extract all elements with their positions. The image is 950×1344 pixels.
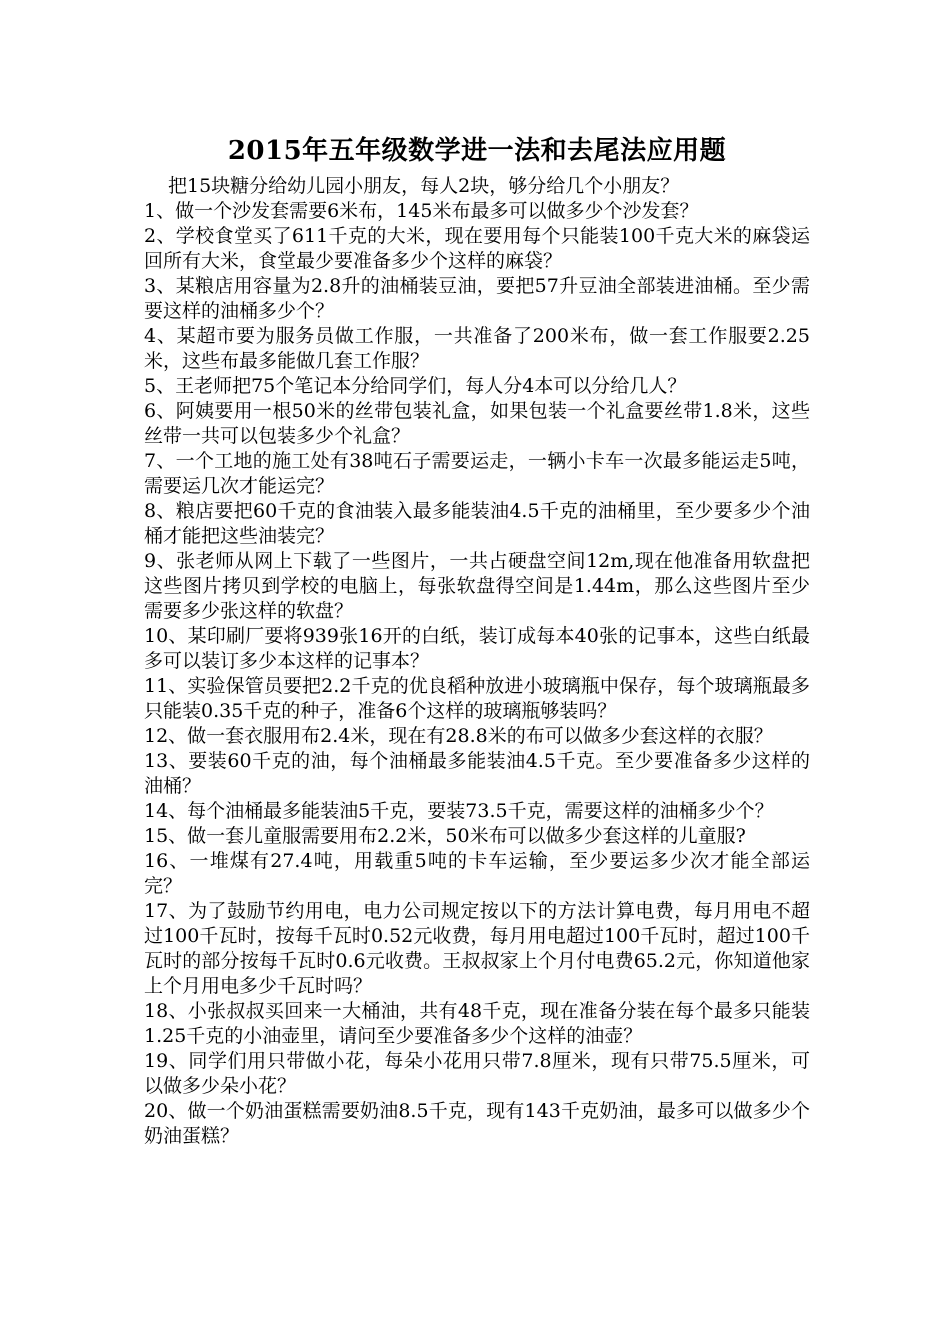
document-title: 2015年五年级数学进一法和去尾法应用题 xyxy=(227,136,727,166)
problem-item: 16、一堆煤有27.4吨，用载重5吨的卡车运输，至少要运多少次才能全部运完？ xyxy=(144,850,810,897)
problem-item: 6、阿姨要用一根50米的丝带包装礼盒，如果包装一个礼盒要丝带1.8米，这些丝带一共可以包装多少个礼盒？ xyxy=(144,400,810,447)
problem-item: 8、粮店要把60千克的食油装入最多能装油4.5千克的油桶里，至少要多少个油桶才能把这些油装完？ xyxy=(144,500,810,547)
problem-item: 2、学校食堂买了611千克的大米，现在要用每个只能装100千克大米的麻袋运回所有大米，食堂最少要准备多少个这样的麻袋？ xyxy=(144,225,810,272)
problem-item: 15、做一套儿童服需要用布2.2米，50米布可以做多少套这样的儿童服? xyxy=(144,825,746,847)
problem-item: 10、某印刷厂要将939张16开的白纸，装订成每本40张的记事本，这些白纸最多可以装订多少本这样的记事本？ xyxy=(144,625,810,672)
document-page xyxy=(144,128,810,1149)
problem-item: 19、同学们用只带做小花，每朵小花用只带7.8厘米，现有只带75.5厘米，可以做多少朵小花？ xyxy=(144,1050,810,1097)
problem-item: 17、为了鼓励节约用电，电力公司规定按以下的方法计算电费，每月用电不超过100千瓦时，按每千瓦时0.52元收费，每月用电超过100千瓦时，超过100千瓦时的部分按每千瓦时0.6元收费。王叔叔家上个月付电费65.2元，你知道他家上个月用电多少千瓦时吗？ xyxy=(144,900,810,997)
problem-item: 9、张老师从网上下载了一些图片，一共占硬盘空间12m,现在他准备用软盘把这些图片拷贝到学校的电脑上，每张软盘得空间是1.44m，那么这些图片至少需要多少张这样的软盘？ xyxy=(144,550,810,622)
problem-item: 14、每个油桶最多能装油5千克，要装73.5千克，需要这样的油桶多少个？ xyxy=(144,800,774,822)
problem-item: 4、某超市要为服务员做工作服，一共准备了200米布，做一套工作服要2.25米，这些布最多能做几套工作服？ xyxy=(144,325,810,372)
problem-item: 13、要装60千克的油，每个油桶最多能装油4.5千克。至少要准备多少这样的油桶？ xyxy=(144,750,810,797)
problem-item: 18、小张叔叔买回来一大桶油，共有48千克，现在准备分装在每个最多只能装1.25千克的小油壶里，请问至少要准备多少个这样的油壶？ xyxy=(144,1000,810,1047)
intro-problem: 把15块糖分给幼儿园小朋友，每人2块，够分给几个小朋友？ xyxy=(168,175,680,197)
problem-item: 7、一个工地的施工处有38吨石子需要运走，一辆小卡车一次最多能运走5吨，需要运几次才能运完？ xyxy=(144,450,810,497)
problem-item: 12、做一套衣服用布2.4米，现在有28.8米的布可以做多少套这样的衣服？ xyxy=(144,725,773,747)
problem-item: 5、王老师把75个笔记本分给同学们，每人分4本可以分给几人？ xyxy=(144,375,687,397)
problem-item: 20、做一个奶油蛋糕需要奶油8.5千克，现有143千克奶油，最多可以做多少个奶油蛋糕？ xyxy=(144,1100,810,1147)
problem-item: 3、某粮店用容量为2.8升的油桶装豆油，要把57升豆油全部装进油桶。至少需要这样的油桶多少个？ xyxy=(144,275,810,322)
problem-item: 11、实验保管员要把2.2千克的优良稻种放进小玻璃瓶中保存，每个玻璃瓶最多只能装0.35千克的种子，准备6个这样的玻璃瓶够装吗？ xyxy=(144,675,810,722)
problem-item: 1、做一个沙发套需要6米布，145米布最多可以做多少个沙发套？ xyxy=(144,200,699,222)
